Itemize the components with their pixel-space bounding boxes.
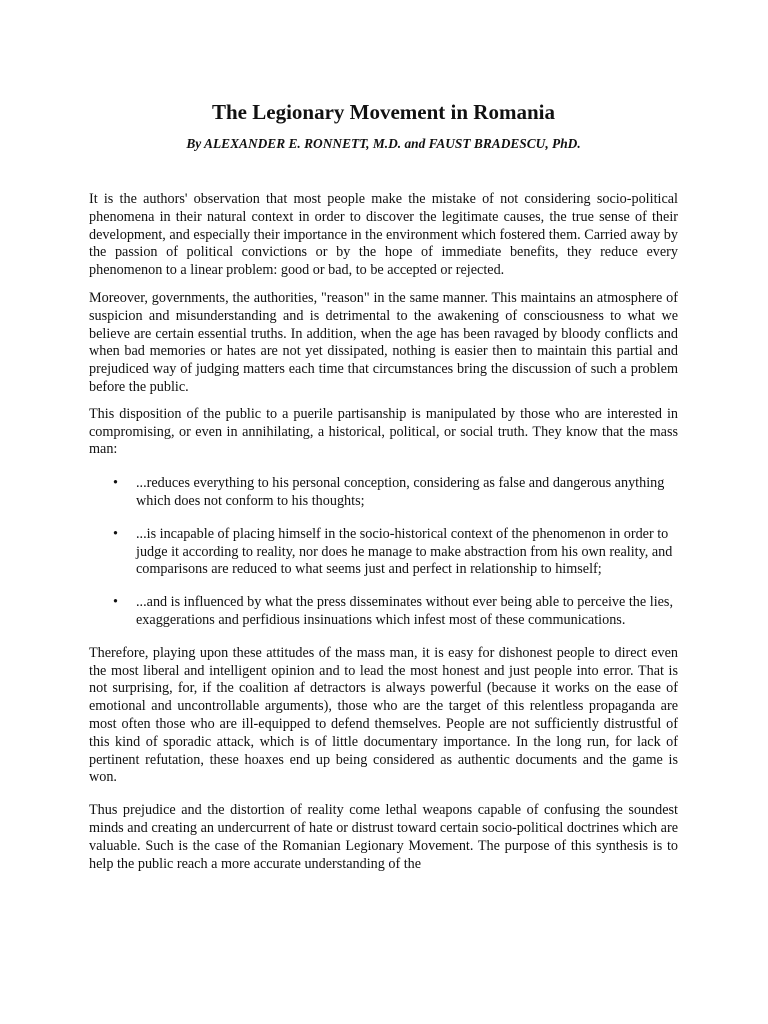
bullet-item — [89, 594, 678, 630]
bullet-point-icon: • — [113, 475, 118, 492]
bullet-item — [89, 475, 678, 511]
paragraph-1: It is the authors' observation that most people make the mistake of not considering socio-political phenomena in their natural context in order to discover the legitimate causes, the true sense of their development, and especially their importance in the environment which fostered them. Carried away by the passion of political convictions or by the hope of immediate benefits, they reduce every phenomenon to a linear problem: good or bad, to be accepted or rejected. — [89, 191, 678, 279]
bullet-text: ...is incapable of placing himself in the socio-historical context of the phenomenon in order to judge it according to reality, nor does he manage to make abstraction from his own reality, and comparisons are reduced to what seems just and perfect in relationship to himself; — [136, 525, 673, 578]
document-byline: By ALEXANDER E. RONNETT, M.D. and FAUST BRADESCU, PhD. — [186, 136, 581, 151]
bullet-point-icon: • — [113, 594, 118, 611]
bullet-item — [89, 526, 678, 579]
paragraph-2: Moreover, governments, the authorities, "reason" in the same manner. This maintains an atmosphere of suspicion and misunderstanding and is detrimental to the awakening of consciousness to what we believe are certain essential truths. In addition, when the age has been ravaged by bloody conflicts and when bad memories or hates are not yet dissipated, nothing is easier then to maintain this partial and prejudiced way of judging matters each time that circumstances bring the discussion of such a problem before the public. — [89, 289, 678, 395]
bullet-text: ...and is influenced by what the press disseminates without ever being able to perceive the lies, exaggerations and perfidious insinuations which infest most of these communications. — [136, 594, 673, 628]
paragraph-5: Thus prejudice and the distortion of reality come lethal weapons capable of confusing the soundest minds and creating an undercurrent of hate or distrust toward certain socio-political doctrines which are valuable. Such is the case of the Romanian Legionary Movement. The purpose of this synthesis is to help the public reach a more accurate understanding of the — [89, 802, 678, 872]
bullet-text: ...reduces everything to his personal conception, considering as false and dangerous anything which does not conform to his thoughts; — [136, 475, 665, 509]
bullet-point-icon: • — [113, 525, 118, 542]
document-page — [89, 98, 678, 873]
paragraph-4: Therefore, playing upon these attitudes of the mass man, it is easy for dishonest people to direct even the most liberal and intelligent opinion and to lead the most honest and just people into error. That is not surprising, for, if the coalition af detractors is always powerful (because it works on the ease of emotional and uncontrollable arguments), those who are the target of this relentless propaganda are most often those who are ill-equipped to defend themselves. People are not sufficiently distrustful of this kind of sporadic attack, which is of little documentary importance. In the long run, for lack of pertinent refutation, these hoaxes end up being considered as authentic documents and the game is won. — [89, 644, 678, 786]
document-title: The Legionary Movement in Romania — [212, 100, 555, 124]
paragraph-3: This disposition of the public to a puerile partisanship is manipulated by those who are interested in compromising, or even in annihilating, a historical, political, or social truth. They know that the mass man: — [89, 405, 678, 458]
bullet-list — [89, 475, 678, 630]
